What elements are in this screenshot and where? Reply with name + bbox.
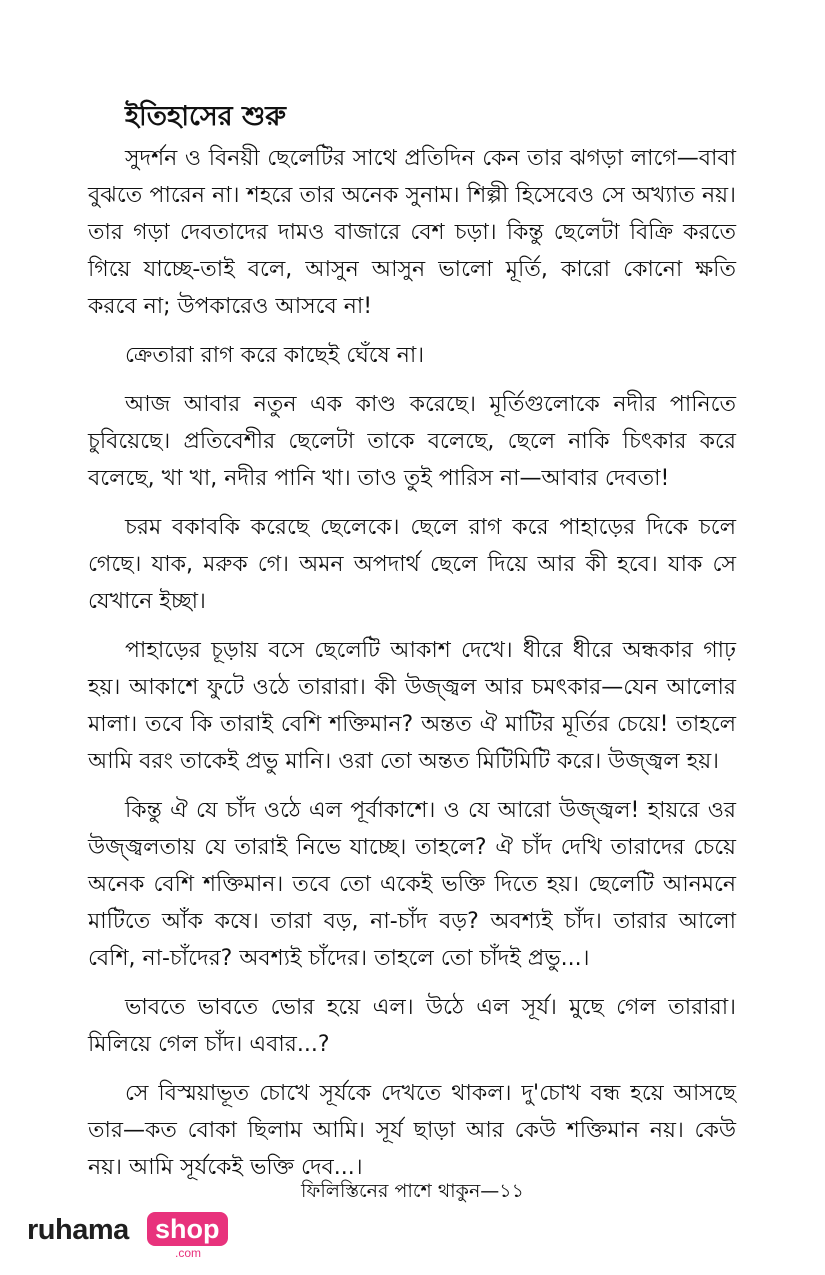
paragraph: কিন্তু ঐ যে চাঁদ ওঠে এল পূর্বাকাশে। ও যে আরো উজ্জ্বল! হায়রে ওর উজ্জ্বলতায় যে তারাই নিভে যাচ্ছে। তাহলে? ঐ চাঁদ দেখি তারাদের চেয়ে অনেক বেশি শক্তিমান। তবে তো একেই ভক্তি দিতে হয়। ছেলেটি আনমনে মাটিতে আঁক কষে। তারা বড়, না-চাঁদ বড়? অবশ্যই চাঁদ। তারার আলো বেশি, না-চাঁদের? অবশ্যই চাঁদের। তাহলে তো চাঁদই প্রভু...। — [88, 798, 736, 971]
chapter-title: ইতিহাসের শুরু — [125, 101, 286, 132]
paragraph: সে বিস্ময়াভূত চোখে সূর্যকে দেখতে থাকল। দু'চোখ বন্ধ হয়ে আসছে তার—কত বোকা ছিলাম আমি। সূর্য ছাড়া আর কেউ শক্তিমান নয়। কেউ নয়। আমি সূর্যকেই ভক্তি দেব...। — [88, 1081, 736, 1180]
paragraph: পাহাড়ের চূড়ায় বসে ছেলেটি আকাশ দেখে। ধীরে ধীরে অন্ধকার গাঢ় হয়। আকাশে ফুটে ওঠে তারারা। কী উজ্জ্বল আর চমৎকার—যেন আলোর মালা। তবে কি তারাই বেশি শক্তিমান? অন্তত ঐ মাটির মূর্তির চেয়ে! তাহলে আমি বরং তাকেই প্রভু মানি। ওরা তো অন্তত মিটিমিটি করে। উজ্জ্বল হয়। — [88, 638, 736, 774]
paragraph: সুদর্শন ও বিনয়ী ছেলেটির সাথে প্রতিদিন কেন তার ঝগড়া লাগে—বাবা বুঝতে পারেন না। শহরে তার অনেক সুনাম। শিল্পী হিসেবেও সে অখ্যাত নয়। তার গড়া দেবতাদের দামও বাজারে বেশ চড়া। কিন্তু ছেলেটা বিক্রি করতে গিয়ে যাচ্ছে-তাই বলে, আসুন আসুন ভালো মূর্তি, কারো কোনো ক্ষতি করবে না; উপকারেও আসবে না! — [88, 146, 736, 319]
watermark-logo — [27, 1212, 227, 1262]
page-footer: ফিলিস্তিনের পাশে থাকুন—১১ — [301, 1180, 524, 1202]
logo-text-domain: .com — [175, 1246, 202, 1260]
paragraph: ভাবতে ভাবতে ভোর হয়ে এল। উঠে এল সূর্য। মুছে গেল তারারা। মিলিয়ে গেল চাঁদ। এবার...? — [88, 995, 736, 1057]
paragraph: ক্রেতারা রাগ করে কাছেই ঘেঁষে না। — [125, 343, 425, 368]
logo-text-ruhama: ruhama — [27, 1214, 129, 1246]
logo-text-shop: shop — [147, 1212, 228, 1246]
paragraph: চরম বকাবকি করেছে ছেলেকে। ছেলে রাগ করে পাহাড়ের দিকে চলে গেছে। যাক, মরুক গে। অমন অপদার্থ ছেলে দিয়ে আর কী হবে। যাক সে যেখানে ইচ্ছা। — [88, 515, 736, 614]
paragraph: আজ আবার নতুন এক কাণ্ড করেছে। মূর্তিগুলোকে নদীর পানিতে চুবিয়েছে। প্রতিবেশীর ছেলেটা তাকে বলেছে, ছেলে নাকি চিৎকার করে বলেছে, খা খা, নদীর পানি খা। তাও তুই পারিস না—আবার দেবতা! — [88, 392, 736, 491]
page-body — [88, 98, 736, 1198]
